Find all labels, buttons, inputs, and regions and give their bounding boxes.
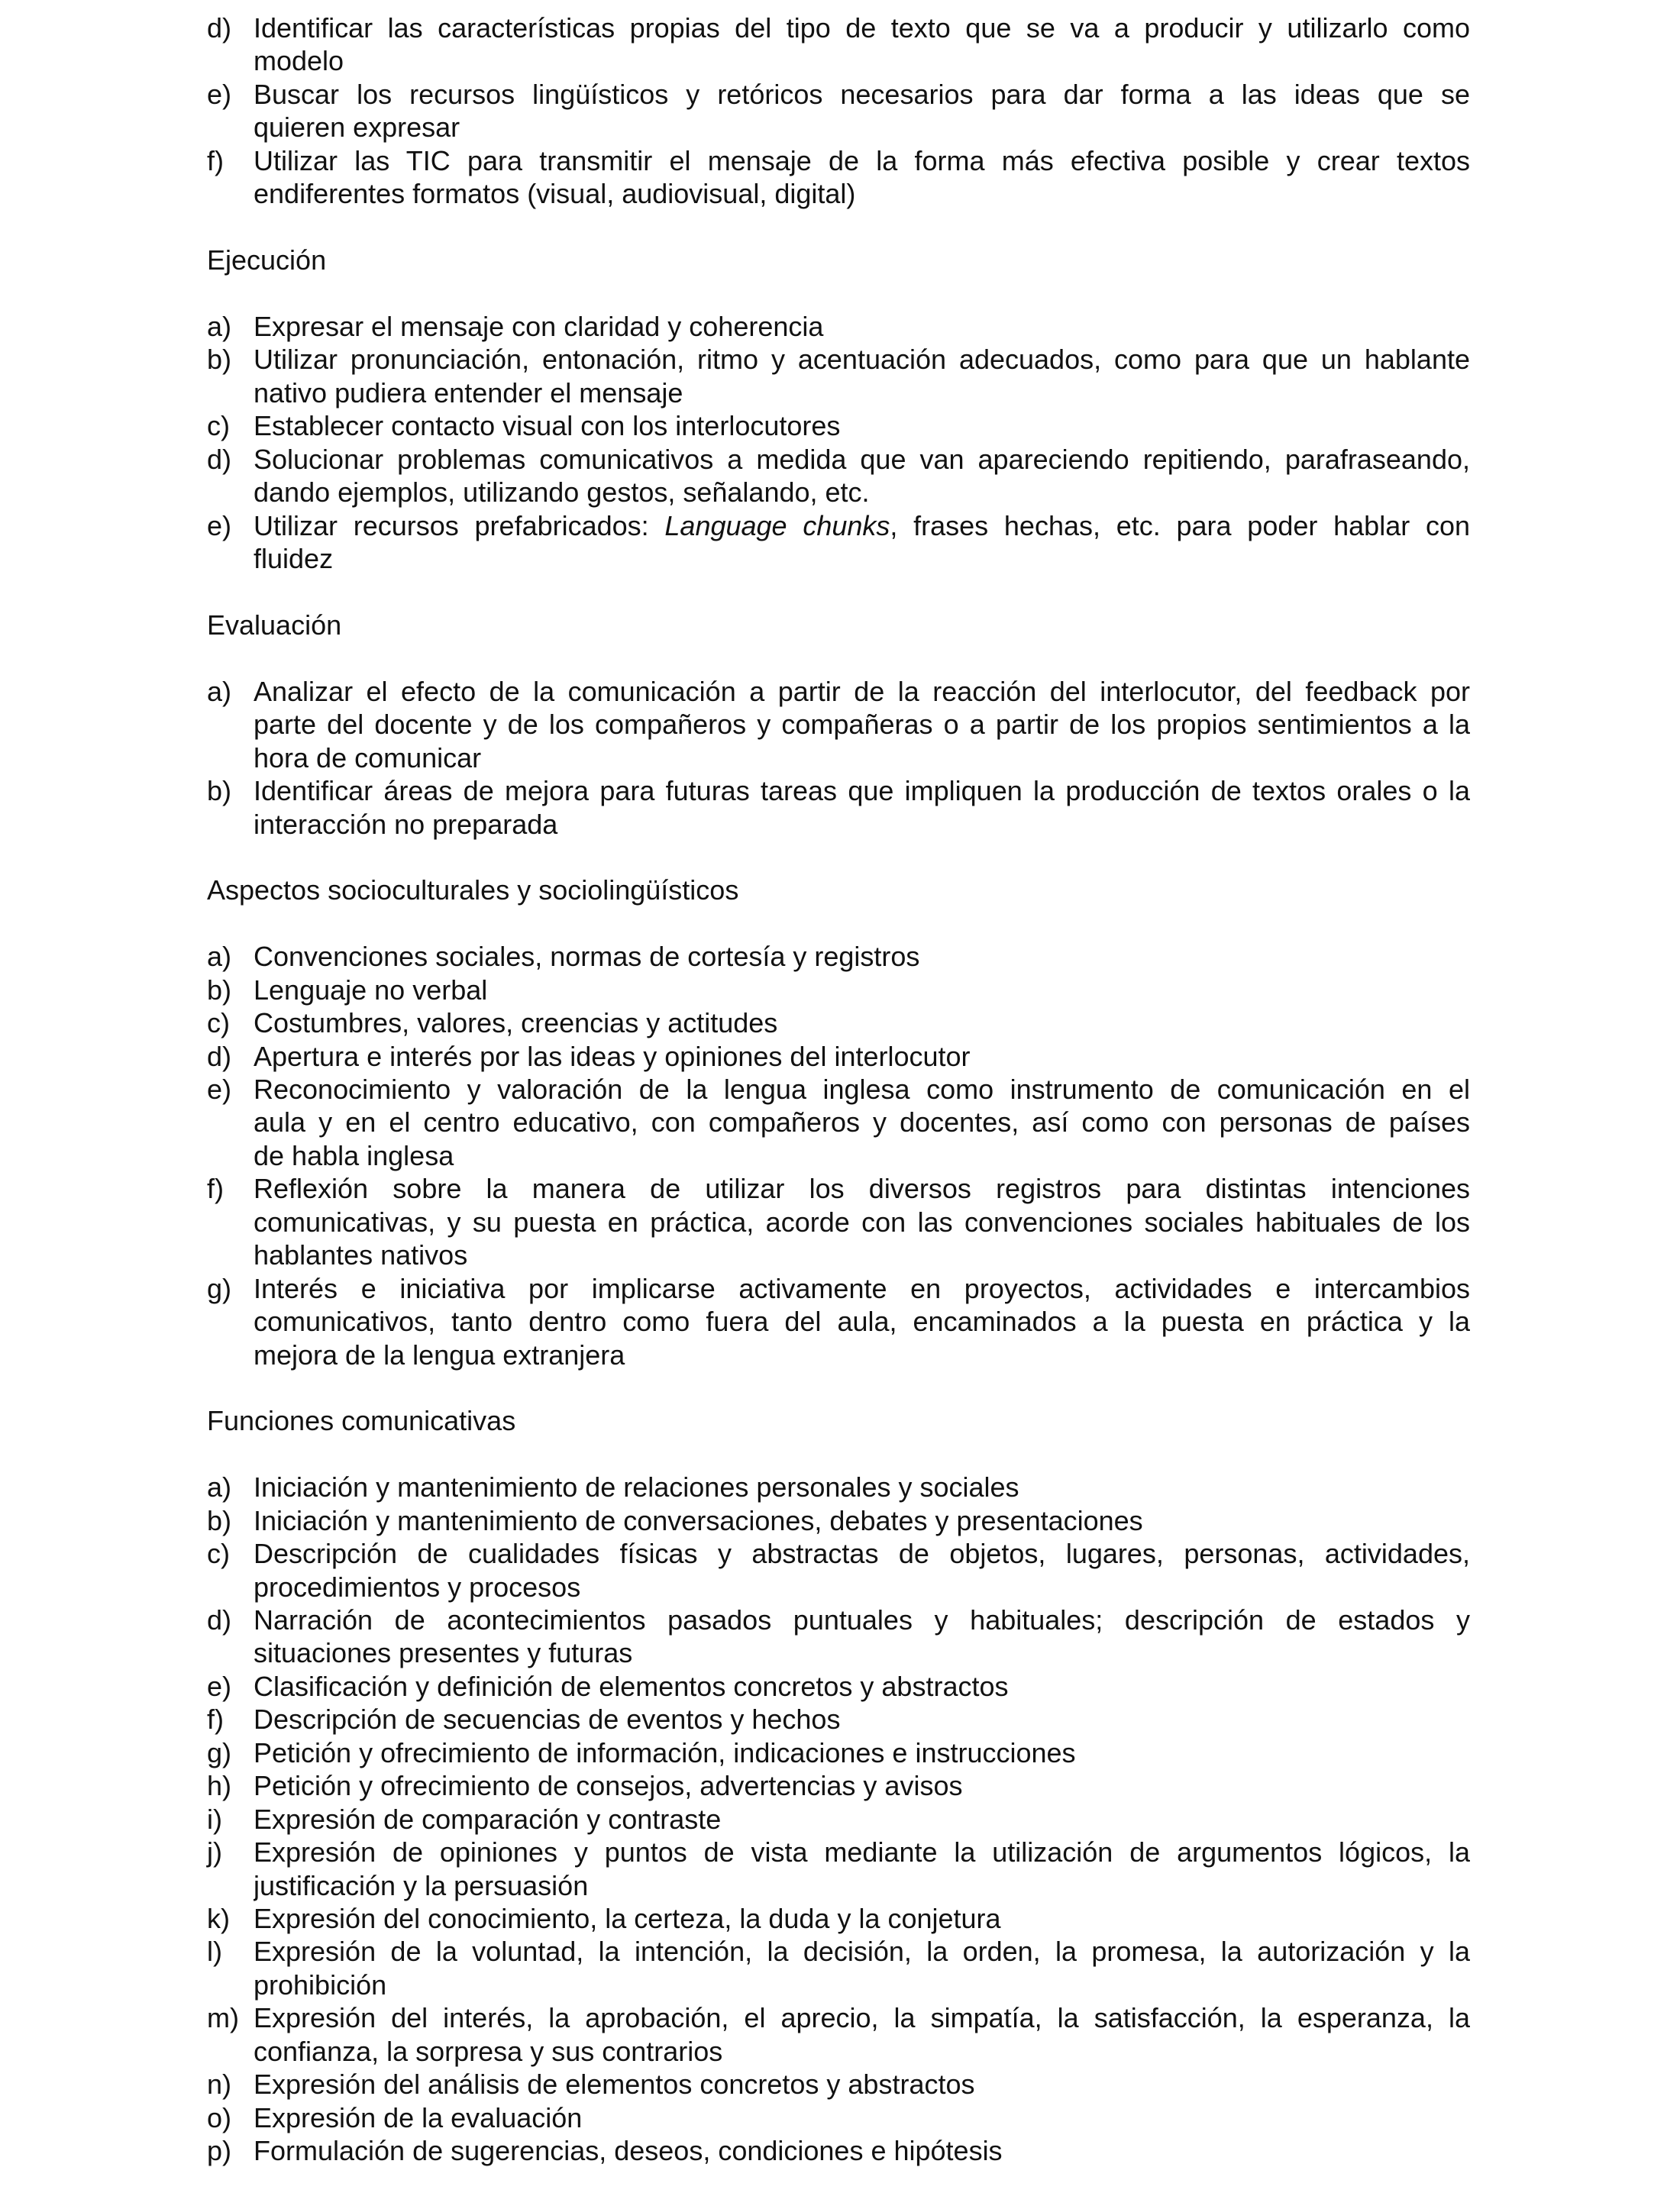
list-item-label: e) xyxy=(207,1074,232,1105)
list-item-row xyxy=(207,111,1470,144)
list-item-row xyxy=(207,1504,1470,1537)
text-segment: Interés e iniciativa por implicarse activamente en proyectos, actividades e intercambios xyxy=(254,1272,1470,1304)
text-segment: Convenciones sociales, normas de cortesía y registros xyxy=(254,941,920,973)
blank-line xyxy=(207,1438,1470,1471)
text-segment: parte del docente y de los compañeros y compañeras o a partir de los propios sentimientos a la xyxy=(254,709,1470,741)
text-segment: Clasificación y definición de elementos concretos y abstractos xyxy=(254,1670,1009,1702)
list-item-row xyxy=(207,1139,1470,1172)
list-item-label: a) xyxy=(207,310,232,342)
text-segment: Expresión de la evaluación xyxy=(254,2101,583,2133)
text-segment: hablantes nativos xyxy=(254,1239,468,1271)
list-item xyxy=(207,78,1470,144)
list-item-label: h) xyxy=(207,1770,232,1802)
text-segment: Descripción de cualidades físicas y abstractas de objetos, lugares, personas, actividades, xyxy=(254,1538,1470,1570)
list-item-text xyxy=(254,1571,1470,1604)
text-segment: Reconocimiento y valoración de la lengua inglesa como instrumento de comunicación en el xyxy=(254,1074,1470,1105)
list-item-label: b) xyxy=(207,974,232,1006)
list-item-text xyxy=(254,542,1470,575)
list-item-text xyxy=(254,974,1470,1006)
list-item-text xyxy=(254,2035,1470,2068)
list-item-text xyxy=(254,1272,1470,1305)
text-segment: Expresión de la voluntad, la intención, la decisión, la orden, la promesa, la autorización y la xyxy=(254,1936,1470,1968)
list-item-text xyxy=(254,2001,1470,2034)
list-item-text xyxy=(254,1636,1470,1669)
list-item-text xyxy=(254,2101,1470,2134)
list-item-row xyxy=(207,1305,1470,1338)
list-item-row xyxy=(207,774,1470,807)
list-item-label: l) xyxy=(207,1936,222,1968)
list-item-row xyxy=(207,376,1470,409)
list-item-label: d) xyxy=(207,12,232,44)
text-segment: fluidez xyxy=(254,543,334,574)
list-item-label: d) xyxy=(207,1604,232,1636)
list-item-text xyxy=(254,1935,1470,1968)
text-segment: hora de comunicar xyxy=(254,741,482,774)
text-segment: , frases hechas, etc. para poder hablar con xyxy=(890,509,1470,541)
list-item xyxy=(207,1006,1470,1039)
list-item-text xyxy=(254,741,1470,774)
text-segment: mejora de la lengua extranjera xyxy=(254,1339,625,1371)
list-item-label: a) xyxy=(207,941,232,973)
list-item-text xyxy=(254,1504,1470,1537)
list-item-text xyxy=(254,1836,1470,1868)
list-item xyxy=(207,1172,1470,1271)
text-segment: Iniciación y mantenimiento de conversaciones, debates y presentaciones xyxy=(254,1504,1143,1536)
list-item-row xyxy=(207,11,1470,44)
text-segment: justificación y la persuasión xyxy=(254,1869,589,1901)
list-item xyxy=(207,1902,1470,1935)
blank-line xyxy=(207,575,1470,608)
list-item xyxy=(207,2001,1470,2068)
list-item-label: g) xyxy=(207,1736,232,1768)
list-item-row xyxy=(207,1969,1470,2001)
list-item xyxy=(207,310,1470,343)
list-item xyxy=(207,2068,1470,2101)
list-item-text xyxy=(254,1073,1470,1106)
text-segment: Descripción de secuencias de eventos y hechos xyxy=(254,1704,841,1736)
list-item-label: a) xyxy=(207,675,232,707)
text-segment: Expresión de opiniones y puntos de vista mediante la utilización de argumentos lógicos, la xyxy=(254,1836,1470,1868)
list-item-row xyxy=(207,1272,1470,1305)
list-item-label: e) xyxy=(207,1670,232,1702)
blank-line xyxy=(207,907,1470,940)
list-item xyxy=(207,509,1470,576)
list-item-text xyxy=(254,1139,1470,1172)
list-item xyxy=(207,2101,1470,2134)
text-segment: Expresión del interés, la aprobación, el aprecio, la simpatía, la satisfacción, la esperanza, la xyxy=(254,2002,1470,2034)
list-item-text xyxy=(254,1537,1470,1570)
list-item xyxy=(207,1537,1470,1604)
text-segment: Utilizar recursos prefabricados: xyxy=(254,509,665,541)
list-item-row xyxy=(207,1239,1470,1271)
list-item-text xyxy=(254,177,1470,210)
list-item-text xyxy=(254,1305,1470,1338)
list-item xyxy=(207,974,1470,1006)
list-item-row xyxy=(207,1006,1470,1039)
section-heading: Funciones comunicativas xyxy=(207,1405,516,1437)
list-item-label: e) xyxy=(207,78,232,110)
list-item-row xyxy=(207,177,1470,210)
list-item-label: c) xyxy=(207,1538,230,1570)
list-item-row xyxy=(207,1537,1470,1570)
text-segment: Utilizar las TIC para transmitir el mensaje de la forma más efectiva posible y crear textos xyxy=(254,144,1470,176)
list-item-row xyxy=(207,78,1470,111)
text-segment: interacción no preparada xyxy=(254,808,558,840)
list-item-text xyxy=(254,44,1470,77)
list-item-label: b) xyxy=(207,775,232,807)
list-item-text xyxy=(254,144,1470,177)
text-segment: de habla inglesa xyxy=(254,1139,454,1171)
list-item-row xyxy=(207,409,1470,442)
section-heading: Ejecución xyxy=(207,244,327,276)
text-segment: comunicativos, tanto dentro como fuera del aula, encaminados a la puesta en práctica y la xyxy=(254,1306,1470,1338)
list-item xyxy=(207,1736,1470,1769)
list-item xyxy=(207,1504,1470,1537)
list-item xyxy=(207,774,1470,841)
list-item-text xyxy=(254,509,1470,542)
list-item xyxy=(207,1703,1470,1736)
list-item-text xyxy=(254,1902,1470,1935)
list-item-label: n) xyxy=(207,2069,232,2101)
list-item-text xyxy=(254,409,1470,442)
list-item-text xyxy=(254,443,1470,476)
list-item-label: c) xyxy=(207,1007,230,1039)
list-item-row xyxy=(207,940,1470,973)
list-item-row xyxy=(207,708,1470,741)
text-segment: Expresar el mensaje con claridad y coherencia xyxy=(254,310,824,342)
list-item-label: c) xyxy=(207,410,230,442)
list-item-text xyxy=(254,2134,1470,2167)
list-item-text xyxy=(254,343,1470,376)
list-item xyxy=(207,1040,1470,1073)
list-item-text xyxy=(254,310,1470,343)
list-item-text xyxy=(254,1206,1470,1239)
list-item-row xyxy=(207,1471,1470,1503)
list-item-row xyxy=(207,1736,1470,1769)
list-item-text xyxy=(254,1969,1470,2001)
list-item-label: g) xyxy=(207,1272,232,1304)
text-segment: Reflexión sobre la manera de utilizar los diversos registros para distintas intenciones xyxy=(254,1173,1470,1205)
list-item-row xyxy=(207,509,1470,542)
list-item-label: p) xyxy=(207,2135,232,2166)
list-item-row xyxy=(207,1073,1470,1106)
list-item xyxy=(207,1769,1470,1802)
list-item-row xyxy=(207,2134,1470,2167)
list-item xyxy=(207,1836,1470,1902)
text-segment: Iniciación y mantenimiento de relaciones personales y sociales xyxy=(254,1471,1019,1503)
list-item-row xyxy=(207,144,1470,177)
list-item-row xyxy=(207,2101,1470,2134)
list-item xyxy=(207,144,1470,211)
list-item xyxy=(207,940,1470,973)
text-segment: quieren expresar xyxy=(254,111,460,144)
text-segment: Formulación de sugerencias, deseos, condiciones e hipótesis xyxy=(254,2135,1003,2166)
document-page xyxy=(207,11,1470,2167)
text-segment: prohibición xyxy=(254,1969,387,2001)
text-segment: confianza, la sorpresa y sus contrarios xyxy=(254,2035,723,2067)
list-item-label: a) xyxy=(207,1471,232,1503)
text-segment: Expresión del conocimiento, la certeza, la duda y la conjetura xyxy=(254,1902,1001,1934)
list-item xyxy=(207,1604,1470,1670)
list-item-label: f) xyxy=(207,1704,224,1736)
list-item-text xyxy=(254,1339,1470,1371)
section-heading: Aspectos socioculturales y sociolingüísticos xyxy=(207,874,739,906)
list-item xyxy=(207,1073,1470,1172)
list-item-row xyxy=(207,443,1470,476)
list-item-text xyxy=(254,1471,1470,1503)
text-segment: nativo pudiera entender el mensaje xyxy=(254,376,683,409)
list-item-row xyxy=(207,1670,1470,1703)
list-item-row xyxy=(207,343,1470,376)
text-segment: Lenguaje no verbal xyxy=(254,974,488,1006)
list-item-text xyxy=(254,1106,1470,1138)
text-segment: Buscar los recursos lingüísticos y retóricos necesarios para dar forma a las ideas que se xyxy=(254,78,1470,110)
list-item-label: f) xyxy=(207,144,224,176)
list-item-text xyxy=(254,940,1470,973)
list-item xyxy=(207,1272,1470,1371)
text-segment: modelo xyxy=(254,45,344,77)
list-item-text xyxy=(254,1604,1470,1636)
list-item xyxy=(207,1803,1470,1836)
list-item-row xyxy=(207,1206,1470,1239)
list-item-row xyxy=(207,675,1470,708)
list-item-text xyxy=(254,111,1470,144)
text-segment: comunicativas, y su puesta en práctica, acorde con las convenciones sociales habituales de los xyxy=(254,1206,1470,1238)
section xyxy=(207,11,1470,211)
list-item-row xyxy=(207,1869,1470,1902)
list-item xyxy=(207,1935,1470,2001)
list-item-text xyxy=(254,1803,1470,1836)
text-segment: Petición y ofrecimiento de consejos, advertencias y avisos xyxy=(254,1770,963,1802)
list-item xyxy=(207,1471,1470,1503)
section xyxy=(207,211,1470,576)
list-item-row xyxy=(207,1935,1470,1968)
text-segment: Solucionar problemas comunicativos a medida que van apareciendo repitiendo, parafraseando, xyxy=(254,443,1470,475)
list-item-text xyxy=(254,808,1470,841)
text-segment: Petición y ofrecimiento de información, indicaciones e instrucciones xyxy=(254,1736,1076,1768)
text-segment: Expresión de comparación y contraste xyxy=(254,1803,722,1835)
list-item-row xyxy=(207,1636,1470,1669)
list-item-row xyxy=(207,542,1470,575)
list-item xyxy=(207,1670,1470,1703)
section xyxy=(207,575,1470,841)
list-item-label: b) xyxy=(207,1504,232,1536)
list-item-row xyxy=(207,310,1470,343)
list-item-row xyxy=(207,1803,1470,1836)
list-item-row xyxy=(207,974,1470,1006)
list-item xyxy=(207,409,1470,442)
list-item xyxy=(207,675,1470,774)
list-item-text xyxy=(254,2068,1470,2101)
blank-line xyxy=(207,841,1470,874)
list-item-label: o) xyxy=(207,2101,232,2133)
list-item-text xyxy=(254,1239,1470,1271)
list-item-row xyxy=(207,44,1470,77)
list-item-text xyxy=(254,1172,1470,1205)
list-item-row xyxy=(207,2068,1470,2101)
list-item-text xyxy=(254,1703,1470,1736)
list-item-row xyxy=(207,1902,1470,1935)
list-item-text xyxy=(254,1769,1470,1802)
text-segment: Narración de acontecimientos pasados puntuales y habituales; descripción de estados y xyxy=(254,1604,1470,1636)
section xyxy=(207,841,1470,1371)
blank-line xyxy=(207,641,1470,674)
text-segment: situaciones presentes y futuras xyxy=(254,1637,633,1669)
list-item-row xyxy=(207,1836,1470,1868)
list-item-text xyxy=(254,11,1470,44)
list-item-row xyxy=(207,1040,1470,1073)
list-item xyxy=(207,343,1470,409)
list-item-label: d) xyxy=(207,1040,232,1072)
text-segment: Utilizar pronunciación, entonación, ritmo y acentuación adecuados, como para que un hablante xyxy=(254,344,1470,376)
list-item-text xyxy=(254,476,1470,509)
list-item-row xyxy=(207,1769,1470,1802)
list-item-text xyxy=(254,1736,1470,1769)
list-item-row xyxy=(207,808,1470,841)
list-item xyxy=(207,11,1470,78)
section-heading: Evaluación xyxy=(207,609,342,641)
list-item-row xyxy=(207,1106,1470,1138)
blank-line xyxy=(207,211,1470,244)
list-item-label: d) xyxy=(207,443,232,475)
list-item-text xyxy=(254,708,1470,741)
list-item-label: b) xyxy=(207,344,232,376)
list-item-text xyxy=(254,1869,1470,1902)
list-item-label: f) xyxy=(207,1173,224,1205)
list-item-text xyxy=(254,1006,1470,1039)
list-item-label: k) xyxy=(207,1902,230,1934)
list-item-row xyxy=(207,2035,1470,2068)
blank-line xyxy=(207,1371,1470,1404)
list-item xyxy=(207,2134,1470,2167)
italic-term: Language chunks xyxy=(664,509,890,541)
list-item xyxy=(207,443,1470,509)
blank-line xyxy=(207,277,1470,310)
list-item-row xyxy=(207,1339,1470,1371)
list-item-row xyxy=(207,1604,1470,1636)
list-item-label: m) xyxy=(207,2002,239,2034)
list-item-row xyxy=(207,1703,1470,1736)
list-item-text xyxy=(254,675,1470,708)
text-segment: dando ejemplos, utilizando gestos, señalando, etc. xyxy=(254,476,870,509)
text-segment: Identificar áreas de mejora para futuras tareas que impliquen la producción de textos orales o la xyxy=(254,775,1470,807)
text-segment: Establecer contacto visual con los interlocutores xyxy=(254,410,841,442)
list-item-text xyxy=(254,78,1470,111)
text-segment: Apertura e interés por las ideas y opiniones del interlocutor xyxy=(254,1040,971,1072)
list-item-row xyxy=(207,741,1470,774)
text-segment: Analizar el efecto de la comunicación a partir de la reacción del interlocutor, del feedback por xyxy=(254,675,1470,707)
list-item-text xyxy=(254,1670,1470,1703)
list-item-text xyxy=(254,774,1470,807)
list-item-text xyxy=(254,1040,1470,1073)
text-segment: Costumbres, valores, creencias y actitudes xyxy=(254,1007,778,1039)
section xyxy=(207,1371,1470,2168)
text-segment: aula y en el centro educativo, con compañeros y docentes, así como con personas de países xyxy=(254,1106,1470,1138)
list-item-label: j) xyxy=(207,1836,222,1868)
list-item-text xyxy=(254,376,1470,409)
list-item-row xyxy=(207,1172,1470,1205)
list-item-row xyxy=(207,1571,1470,1604)
text-segment: procedimientos y procesos xyxy=(254,1571,581,1603)
list-item-row xyxy=(207,2001,1470,2034)
list-item-label: i) xyxy=(207,1803,222,1835)
text-segment: Identificar las características propias del tipo de texto que se va a producir y utilizarlo como xyxy=(254,12,1470,44)
text-segment: Expresión del análisis de elementos concretos y abstractos xyxy=(254,2069,975,2101)
list-item-row xyxy=(207,476,1470,509)
text-segment: endiferentes formatos (visual, audiovisual, digital) xyxy=(254,178,856,210)
list-item-label: e) xyxy=(207,509,232,541)
